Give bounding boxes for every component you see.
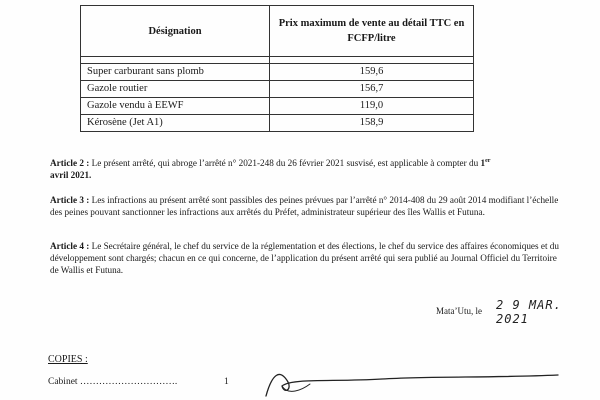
row-price: 159,6	[270, 64, 474, 81]
copies-item-label: Cabinet ………………………….	[48, 377, 178, 387]
row-designation: Gazole routier	[81, 81, 270, 98]
header-price: Prix maximum de vente au détail TTC en FCFP/litre	[270, 6, 474, 57]
row-price: 158,9	[270, 115, 474, 132]
article-2	[50, 157, 560, 181]
article-2-text: Le présent arrêté, qui abroge l’arrêté n° 2021-248 du 26 février 2021 susvisé, est applicable à compter du	[89, 158, 481, 168]
article-2-date-rest: avril 2021.	[50, 170, 92, 180]
copies-title: COPIES :	[48, 354, 88, 365]
table-row	[81, 98, 474, 115]
row-designation: Super carburant sans plomb	[81, 64, 270, 81]
table-row	[81, 81, 474, 98]
article-3-text: Les infractions au présent arrêté sont passibles des peines prévues par l’arrêté n° 2014-408 du 29 août 2014 modifiant l’échelle des peines pouvant sanctionner les infractions aux arrêtés du Préfet, administrateur supérieur des îles Wallis et Futuna.	[50, 195, 559, 217]
copies-item-count: 1	[224, 377, 229, 387]
header-designation: Désignation	[81, 6, 270, 57]
article-2-date-num: 1	[480, 158, 486, 168]
fuel-price-table	[80, 5, 474, 132]
article-3-label: Article 3 :	[50, 195, 90, 205]
table-spacer-row	[81, 57, 474, 64]
signature-place: Mata’Utu, le	[436, 306, 482, 316]
article-3	[50, 194, 560, 218]
handwritten-signature	[262, 360, 562, 400]
row-designation: Kérosène (Jet A1)	[81, 115, 270, 132]
row-price: 119,0	[270, 98, 474, 115]
signature-date-stamp: 2 9 MAR. 2021	[496, 298, 562, 326]
row-price: 156,7	[270, 81, 474, 98]
table-header-row	[81, 6, 474, 57]
row-designation: Gazole vendu à EEWF	[81, 98, 270, 115]
article-2-label: Article 2 :	[50, 158, 90, 168]
article-4	[50, 240, 560, 276]
article-4-label: Article 4 :	[50, 241, 90, 251]
table-row	[81, 64, 474, 81]
table-row	[81, 115, 474, 132]
article-2-date-sup: er	[485, 157, 491, 164]
article-4-text: Le Secrétaire général, le chef du service de la réglementation et des élections, le chef du service des affaires économiques et du développement sont chargés; chacun en ce qui concerne, de l’application du présent arrêté qui sera publié au Journal Officiel du Territoire de Wallis et Futuna.	[50, 241, 559, 275]
